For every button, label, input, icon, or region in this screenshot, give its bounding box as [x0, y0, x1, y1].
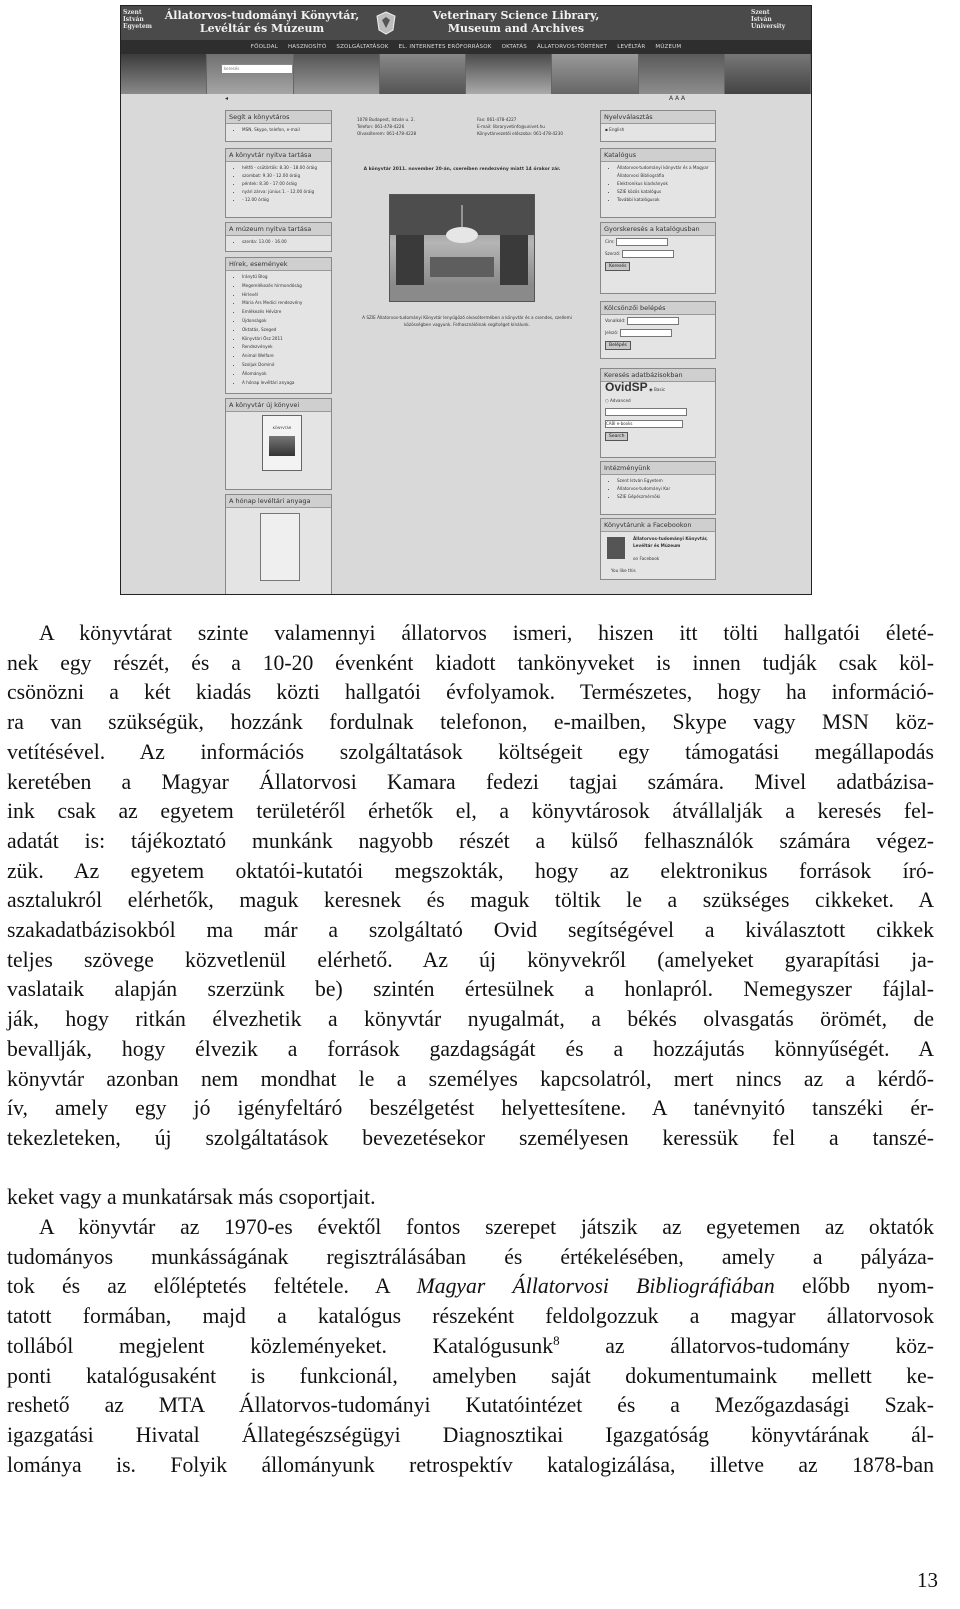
- institutions-box: Intézményünk • Szent István Egyetem • Állatorvos-tudományi Kar • SZIE Gépészmérnöki: [600, 461, 716, 515]
- address-block-right: Fax: 061-478-4227 E-mail: libraryvetinfo@univet.hu Könyvtárvezetői előszoba: 061-478-4230: [477, 117, 564, 136]
- facebook-like[interactable]: You like this: [611, 568, 636, 573]
- address-block-left: 1078 Budapest, István u. 2. Telefon: 061-478-4226 Olvasóterem: 061-478-4228: [357, 117, 417, 136]
- closing-notice: A könyvtár 2011. november 20-án, csereiben rendezvény miatt 14 órakor zár.: [363, 167, 561, 172]
- website-screenshot-figure: [120, 5, 812, 595]
- nav-item[interactable]: EL. INTERNETES ERŐFORRÁSOK: [398, 44, 492, 50]
- paragraph-1-end: [7, 1183, 934, 1213]
- university-label-right: Szent István University: [751, 9, 786, 30]
- text-line: szakadatbázisokból ma már a szolgáltató Ovid segítségével a kiválasztott cikkek: [7, 918, 934, 943]
- archive-document-image[interactable]: [260, 513, 300, 581]
- library-hours-box: A könyvtár nyitva tartása • hétfő - csütörtök: 8.30 - 18.00 óráig • szombat: 9.30 - 12.00 óráig • péntek: 8.30 - 17.00 óráig • nyári zárva: június 1. - 12.00 óráig • - 12.00 óráig: [225, 148, 332, 218]
- facebook-avatar: [607, 537, 625, 559]
- institution-link[interactable]: • SZIE Gépészmérnöki: [617, 493, 715, 501]
- nav-item[interactable]: HASZNOSÍTÓ: [287, 44, 327, 50]
- facebook-box: Könyvtárunk a Facebookon Állatorvos-tudományi Könyvtár, Levéltár és Múzeum on Facebook You like this: [600, 518, 716, 580]
- quick-search-box: Gyorskeresés a katalógusban Cím: Szerző: Keresés: [600, 222, 716, 294]
- news-box: Hírek, események • Iránytű Blog • Megemlékezés hírmondóság • Hírlevél • Mária Ars Medici rendezvény • Emlékezés Hévízre • Újdonságok • Oktatás, Szeged • Könyvtári Ősz 2011 • Rendezvények • Animal Welfare • Szoljuk Dominó • Állományok • A hónap levéltári anyaga: [225, 257, 332, 394]
- text-line: vetítésével. Az információs szolgáltatások költségeit egy támogatási megállapodás: [7, 739, 934, 764]
- paragraph-1: [7, 619, 934, 649]
- news-item[interactable]: • Mária Ars Medici rendezvény: [242, 299, 331, 308]
- text-line: ink csak az egyetem területéről érhetők el, a könyvtárosok átvállalják a keresés fel-: [7, 799, 934, 824]
- text-line: ponti katalógusaként is funkcionál, amelyben saját dokumentumaink mellett ke-: [7, 1363, 934, 1388]
- help-box: Segít a könyvtáros • MSN, Skype, telefon, e-mail: [225, 110, 332, 142]
- text-line: vaslataik alapján szerzünk be) szintén értesülnek a honlapról. Nemegyszer fájlal-: [7, 977, 934, 1002]
- institution-link[interactable]: • Állatorvos-tudományi Kar: [617, 485, 715, 493]
- back-arrow-icon[interactable]: ◂: [225, 96, 229, 102]
- text-line: csönözni a két kiadás közti hallgatói évfolyamok. Természetes, hogy ha információ-: [7, 680, 934, 705]
- emblem-icon: [373, 10, 399, 36]
- text-line: tudományos munkásságának regisztrálásában és értékelésében, amely a pályáza-: [7, 1244, 934, 1269]
- text-line: keretében a Magyar Állatorvosi Kamara fedezi tagjai számára. Mivel adatbázisa-: [7, 769, 934, 794]
- site-header: [121, 6, 811, 40]
- text-line: ív, amely egy jó igényfeltáró beszélgetést helyettesítene. A tanévnyitó tanszéki ér-: [7, 1096, 934, 1121]
- museum-hours-box: A múzeum nyitva tartása • szerda: 13.00 - 16.00: [225, 222, 332, 252]
- bibliography-title: Magyar Állatorvosi Bibliográfiában: [416, 1274, 775, 1299]
- text-line: keket vagy a munkatársak más csoportjait.: [7, 1185, 376, 1210]
- barcode-input[interactable]: [627, 317, 679, 325]
- site-nav: [121, 40, 811, 54]
- quick-search-button[interactable]: Keresés: [605, 262, 630, 271]
- text-line: A könyvtár az 1970-es évektől fontos szerepet játszik az egyetemen az oktatók: [39, 1215, 934, 1239]
- catalog-link[interactable]: • További katalógusok: [617, 196, 715, 204]
- news-item[interactable]: • Könyvtári Ősz 2011: [242, 335, 331, 344]
- text-line: könyvtár azonban nem mondhat le a személyes kapcsolatról, mert nincs az a kérdő-: [7, 1066, 934, 1091]
- news-item[interactable]: • Hírlevél: [242, 291, 331, 300]
- language-box: Nyelvválasztás ▪ English: [600, 110, 716, 142]
- quick-search-title-input[interactable]: [616, 238, 668, 246]
- site-search-input[interactable]: keresés: [221, 64, 293, 74]
- catalog-box: Katalógus • Állatorvos-tudományi könyvtár és a Magyar Állatorvosi Bibliográfia • Elektronikus kiadványok • SZIE közös katalógus • További katalógusok: [600, 148, 716, 218]
- password-input[interactable]: [620, 329, 672, 337]
- text-line: tok és az előléptetés feltétele. A Magyar Állatorvosi Bibliográfiában előbb nyom-: [7, 1274, 935, 1299]
- text-line: ra van szükségük, hozzánk fordulnak telefonon, e-mailben, Skype vagy MSN köz-: [7, 710, 934, 735]
- text-line: tatott formában, majd a katalógus részeként feldolgozzuk a magyar állatorvosok: [7, 1304, 934, 1329]
- nav-item[interactable]: FŐOLDAL: [250, 44, 278, 50]
- page-number: 13: [917, 1568, 938, 1592]
- facebook-page-name[interactable]: Állatorvos-tudományi Könyvtár, Levéltár és Múzeum: [633, 536, 708, 548]
- flag-icon: ▪: [605, 127, 610, 132]
- nav-item[interactable]: SZOLGÁLTATÁSOK: [336, 44, 389, 50]
- database-search-box: Keresés adatbázisokban OvidSP ◉ Basic ○ Advanced CABI e-books Search: [600, 368, 716, 458]
- language-english-link[interactable]: English: [609, 127, 625, 132]
- text-line: nek egy részét, és a 10-20 évenként kiadott tankönyveket is innen tudják csak köl-: [7, 650, 934, 675]
- ovid-logo: OvidSP: [605, 380, 648, 394]
- ovid-search-input[interactable]: [605, 408, 687, 416]
- news-item[interactable]: • Iránytű Blog: [242, 273, 331, 282]
- site-title-hungarian: Állatorvos-tudományi Könyvtár, Levéltár és Múzeum: [164, 9, 360, 35]
- news-item[interactable]: • Oktatás, Szeged: [242, 326, 331, 335]
- basic-radio[interactable]: ◉: [649, 387, 655, 392]
- login-box: Kölcsönzői belépés Vonalkód: Jelszó: Belépés: [600, 301, 716, 359]
- text-line: asztalukról elérhetők, maguk keresnek és maguk töltik le a szükséges cikkeket. A: [7, 888, 934, 913]
- text-line: zük. Az egyetem oktatói-kutatói megszokták, hogy az elektronikus források író-: [7, 858, 934, 883]
- login-button[interactable]: Belépés: [605, 341, 631, 350]
- footnote-marker: 8: [553, 1332, 560, 1348]
- paragraph-1-body: [7, 649, 934, 1154]
- news-item[interactable]: • Állományok: [242, 370, 331, 379]
- nav-item[interactable]: LEVÉLTÁR: [617, 44, 646, 50]
- nav-item[interactable]: MÚZEUM: [655, 44, 682, 50]
- paragraph-2: [7, 1213, 934, 1243]
- text-line: tollából megjelent közleményeket. Katalógusunk$^8$ az állatorvos-tudomány köz-: [7, 1332, 934, 1358]
- news-item[interactable]: • Újdonságok: [242, 317, 331, 326]
- book-cover[interactable]: KÖNYVTÁR: [262, 415, 302, 471]
- university-label-left: Szent István Egyetem: [123, 9, 153, 30]
- ovid-search-button[interactable]: Search: [605, 432, 628, 441]
- text-line: tekezleteken, új szolgáltatások bevezetésekor személyesen keressük fel a tanszé-: [7, 1125, 934, 1150]
- news-item[interactable]: • Emlékezés Hévízre: [242, 308, 331, 317]
- text-line: lománya is. Folyik állományunk retrospektív katalogizálása, illetve az 1878-ban: [7, 1452, 934, 1477]
- text-line: teljes szövege közvetlenül elérhető. Az új könyvekről (amelyeket gyarapítási ja-: [7, 947, 934, 972]
- nav-item[interactable]: ÁLLATORVOS-TÖRTÉNET: [536, 44, 608, 50]
- news-item[interactable]: • Megemlékezés hírmondóság: [242, 282, 331, 291]
- text-line: adatát is: tájékoztató munkánk nagyobb részét a külső felhasználók számára végez-: [7, 828, 934, 853]
- header-photo-strip: [121, 54, 811, 94]
- new-books-box: A könyvtár új könyvei KÖNYVTÁR: [225, 398, 332, 490]
- archive-box: A hónap levéltári anyaga: [225, 494, 332, 595]
- site-title-english: Veterinary Science Library, Museum and Archives: [432, 9, 600, 35]
- reading-room-photo: [389, 194, 535, 302]
- reading-room-illustration: [390, 195, 534, 301]
- advanced-radio[interactable]: ○: [605, 398, 610, 403]
- text-line: ják, hogy ritkán élvezhetik a könyvtár nyugalmát, a békés olvasgatás örömét, de: [7, 1007, 934, 1032]
- catalog-link[interactable]: • Állatorvos-tudományi könyvtár és a Magyar Állatorvosi Bibliográfia: [617, 164, 715, 180]
- text-line: reshető az MTA Állatorvos-tudományi Kutatóintézet és a Mezőgazdasági Szak-: [7, 1393, 934, 1418]
- text-line: bevallják, hogy élvezik a források gazdagságát és a hozzájutás könnyűségét. A: [7, 1036, 934, 1061]
- institution-link[interactable]: • Szent István Egyetem: [617, 477, 715, 485]
- nav-item[interactable]: OKTATÁS: [501, 44, 527, 50]
- quick-search-author-input[interactable]: [622, 250, 674, 258]
- text-line: A könyvtárat szinte valamennyi állatorvos ismeri, hiszen itt tölti hallgatói életé-: [39, 621, 934, 645]
- paragraph-2-body: [7, 1243, 934, 1481]
- catalog-link[interactable]: • SZIE közös katalógus: [617, 188, 715, 196]
- text-line: igazgatási Hivatal Állategészségügyi Diagnosztikai Igazgatóság könyvtárának ál-: [7, 1422, 934, 1447]
- database-select[interactable]: CABI e-books: [605, 420, 683, 428]
- photo-caption: A SZIE Állatorvos-tudományi Könyvtár lenyűgöző olvasótermében a könyvtár és a csendes, szellemi közösségben vagyunk. Felhasználóinak segítséget kínálunk.: [362, 315, 572, 327]
- news-item[interactable]: • Rendezvények: [242, 343, 331, 352]
- news-item[interactable]: • Animal Welfare: [242, 352, 331, 361]
- catalog-link[interactable]: • Elektronikus kiadványok: [617, 180, 715, 188]
- news-item[interactable]: • A hónap levéltári anyaga: [242, 379, 331, 388]
- news-item[interactable]: • Szoljuk Dominó: [242, 361, 331, 370]
- font-size-controls[interactable]: A A A: [669, 95, 686, 102]
